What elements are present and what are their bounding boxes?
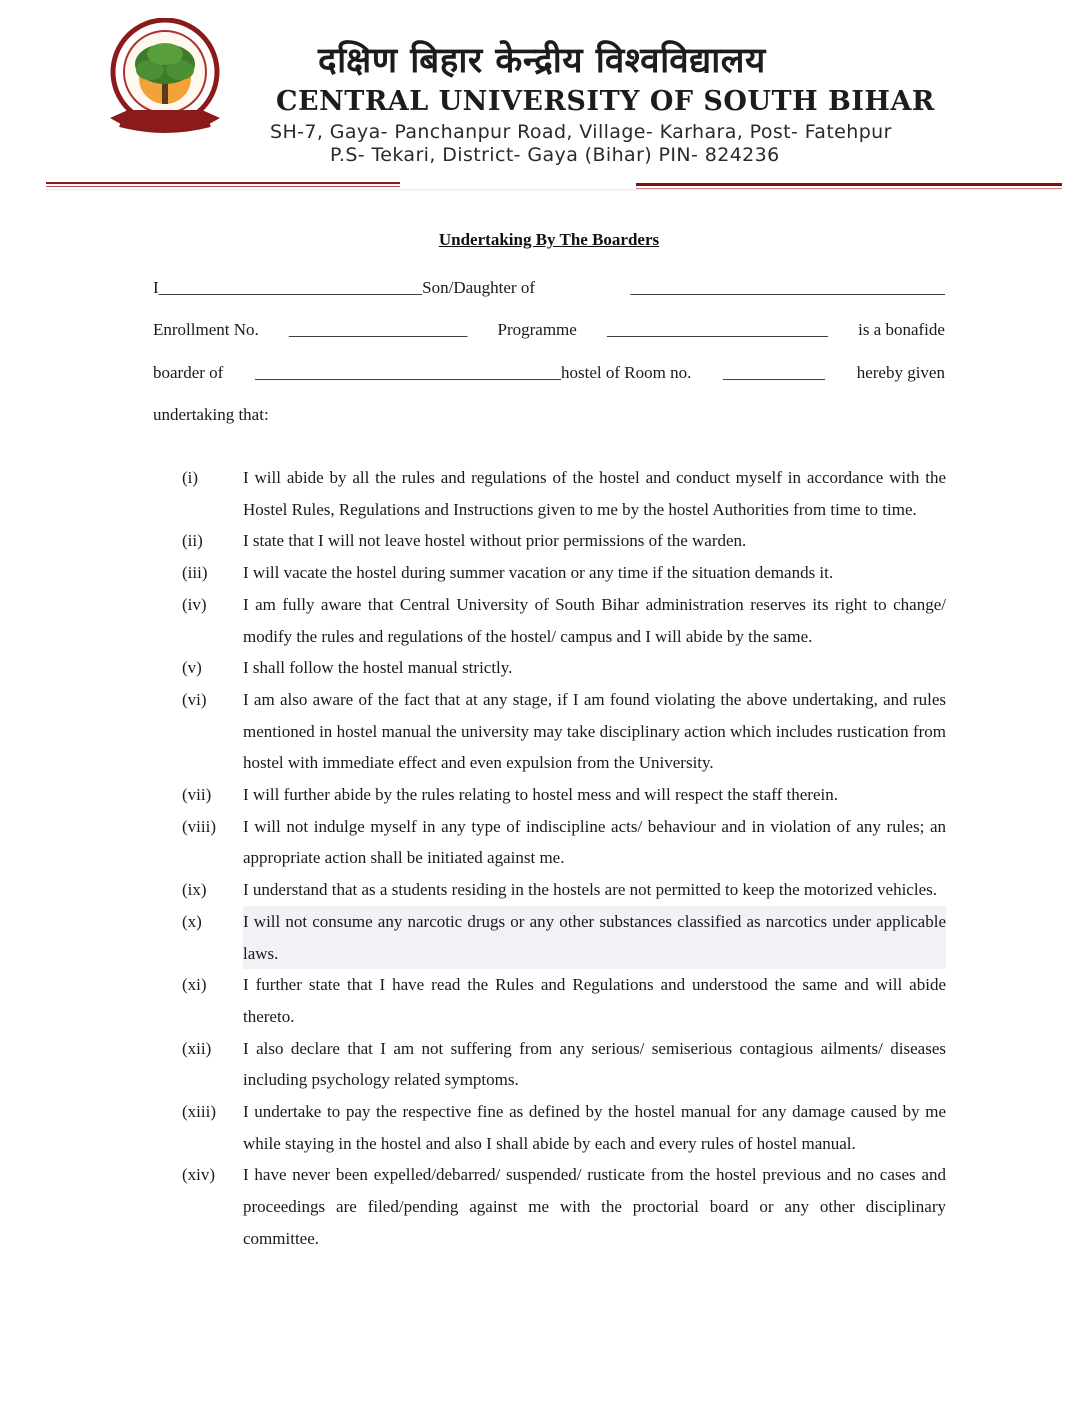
item-number: (vii) [182,785,212,805]
item-number: (viii) [182,816,216,836]
university-seal-logo [106,18,224,140]
header-divider-left [46,182,400,184]
item-text: I further state that I have read the Rules and Regulations and understood the same and will abide thereto. [243,975,946,1026]
list-item [0,525,1088,557]
form-line-name [153,278,945,298]
bonafide-text: is a bonafide [858,320,945,339]
hostel-blank: ____________________________________hostel of Room no. [255,363,692,382]
programme-label: Programme [497,320,577,339]
list-item [0,1159,1088,1254]
boarder-label: boarder of [153,363,224,382]
item-text: I will not consume any narcotic drugs or any other substances classified as narcotics under applicable laws. [243,906,946,969]
university-name-english: CENTRAL UNIVERSITY OF SOUTH BIHAR [276,86,935,117]
form-line-hostel [153,363,945,383]
list-item [0,906,1088,969]
undertaking-intro: undertaking that: [153,405,269,424]
list-item [0,874,1088,906]
item-number: (ii) [182,531,203,551]
enrollment-blank: _____________________ [288,320,468,339]
undertaking-list [0,462,1088,1255]
item-number: (x) [182,911,202,931]
parent-name-blank: _____________________________________ [630,278,945,297]
programme-blank: __________________________ [606,320,828,339]
item-text: I will not indulge myself in any type of indiscipline acts/ behaviour and in violation of any rules; an appropriate action shall be initiated against me. [243,816,946,868]
room-blank: ____________ [723,363,826,382]
item-text: I am also aware of the fact that at any stage, if I am found violating the above undertaking, and rules mentioned in hostel manual the university may take disciplinary action which includes rustication from hostel with immediate effect and even expulsion from the University. [243,689,946,773]
item-text: I will abide by all the rules and regulations of the hostel and conduct myself in accordance with the Hostel Rules, Regulations and Instructions given to me by the hostel Authorities from time to time. [243,468,946,519]
item-number: (xi) [182,975,207,995]
list-item [0,462,1088,525]
letterhead [0,0,1088,200]
name-field-label: I_______________________________Son/Daughter of [153,278,536,297]
item-text: I state that I will not leave hostel without prior permissions of the warden. [243,531,747,551]
list-item [0,969,1088,1032]
item-number: (ix) [182,880,207,900]
item-text: I shall follow the hostel manual strictly. [243,658,513,678]
address-line-2: P.S- Tekari, District- Gaya (Bihar) PIN- 824236 [330,144,780,166]
item-text: I have never been expelled/debarred/ suspended/ rusticate from the hostel previous and no cases and proceedings are filed/pending against me with the proctorial board or any other disciplinary committee. [243,1165,946,1248]
item-number: (xiii) [182,1102,216,1122]
document-title: Undertaking By The Boarders [438,230,660,249]
header-divider-shadow [46,189,1062,191]
list-item [0,779,1088,811]
form-line-enrollment [153,320,945,340]
item-number: (xiv) [182,1165,216,1185]
header-divider-left-thin [46,186,400,187]
item-number: (i) [182,468,199,487]
item-number: (vi) [182,689,207,709]
item-text: I also declare that I am not suffering from any serious/ semiserious contagious ailments/ diseases including psychology related symptoms. [243,1038,946,1090]
item-number: (iii) [182,563,208,583]
item-text: I will vacate the hostel during summer vacation or any time if the situation demands it. [243,563,834,583]
hereby-text: hereby given [856,363,945,382]
item-number: (iv) [182,594,207,614]
item-text: I undertake to pay the respective fine as defined by the hostel manual for any damage caused by me while staying in the hostel and also I shall abide by each and every rules of hostel manual. [243,1102,946,1153]
list-item [0,557,1088,589]
list-item [0,652,1088,684]
list-item [0,1096,1088,1159]
item-text: I am fully aware that Central University of South Bihar administration reserves its right to change/ modify the rules and regulations of the hostel/ campus and I will abide by the same. [243,594,946,646]
list-item [0,589,1088,652]
header-divider-right [636,183,1062,186]
list-item [0,1033,1088,1096]
enrollment-label: Enrollment No. [153,320,259,339]
university-name-hindi: दक्षिण बिहार केन्द्रीय विश्वविद्यालय [318,41,766,81]
list-item [0,684,1088,779]
item-text: I understand that as a students residing in the hostels are not permitted to keep the motorized vehicles. [243,880,937,900]
item-text: I will further abide by the rules relating to hostel mess and will respect the staff therein. [243,785,838,805]
item-number: (xii) [182,1038,212,1058]
list-item [0,811,1088,874]
item-number: (v) [182,658,202,678]
address-line-1: SH-7, Gaya- Panchanpur Road, Village- Karhara, Post- Fatehpur [270,121,892,143]
